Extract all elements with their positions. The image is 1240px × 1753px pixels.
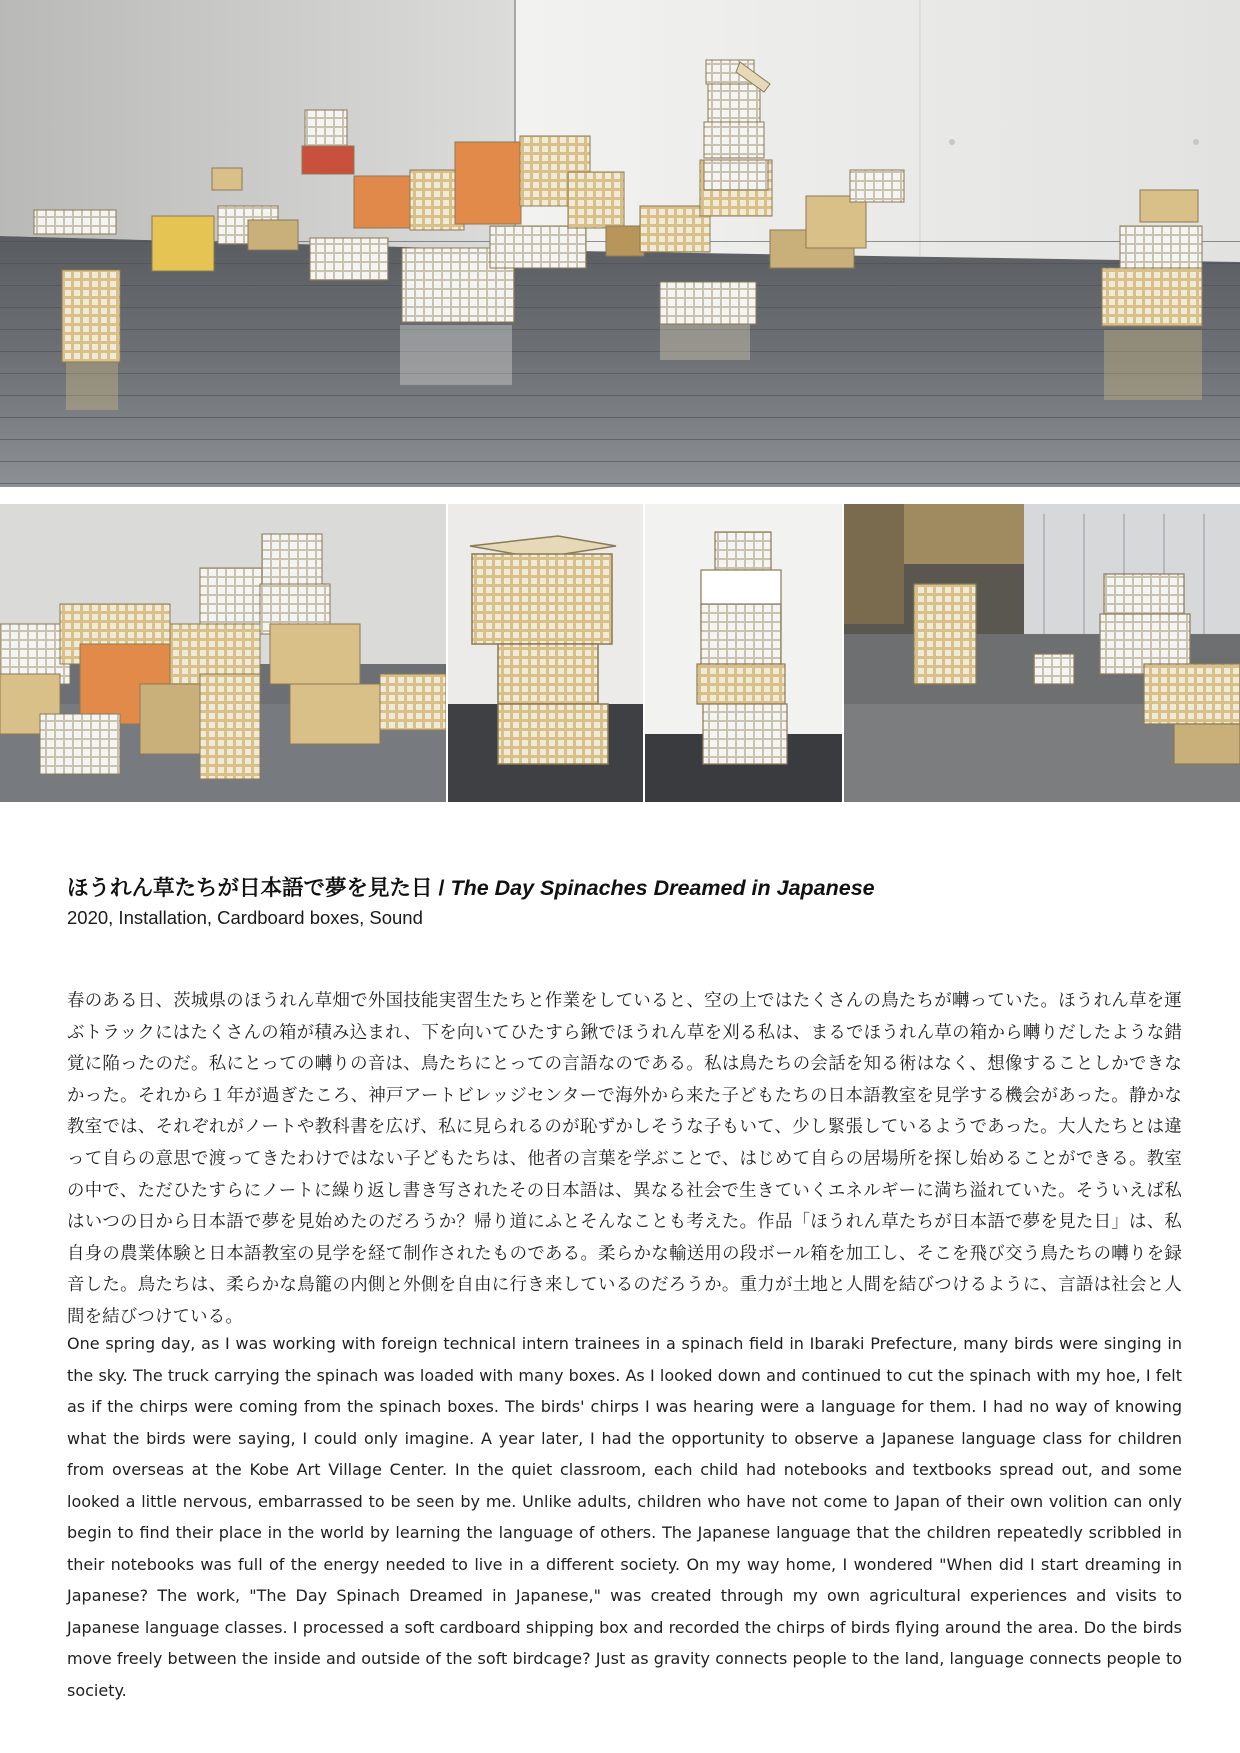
detail-photo-stacked (448, 504, 643, 802)
work-meta: 2020, Installation, Cardboard boxes, Sound (67, 907, 423, 928)
detail-photo-tall (645, 504, 842, 802)
description-english: One spring day, as I was working with foreign technical intern trainees in a spinach field in Ibaraki Prefecture, many birds were singing in the sky. The truck carrying the spinach was loaded with many boxes. As I looked down and continued to cut the spinach with my hoe, I felt as if the chirps were coming from the spinach boxes. The birds' chirps I was hearing were a language for them. I had no way of knowing what the birds were saying, I could only imagine. A year later, I had the opportunity to observe a Japanese language class for children from overseas at the Kobe Art Village Center. In the quiet classroom, each child had notebooks and textbooks spread out, and some looked a little nervous, embarrassed to be seen by me. Unlike adults, children who have not come to Japan of their own volition can only begin to find their place in the world by learning the language of others. The Japanese language that the children repeatedly scribbled in their notebooks was full of the energy needed to live in a different society. On my way home, I wondered "When did I start dreaming in Japanese? The work, "The Day Spinach Dreamed in Japanese," was created through my own agricultural experiences and visits to Japanese language classes. I processed a soft cardboard shipping box and recorded the chirps of birds flying around the area. Do the birds move freely between the inside and outside of the soft birdcage? Just as gravity connects people to the land, language connects people to society. (67, 1334, 1182, 1700)
installation-main-photo (0, 0, 1240, 487)
tall-stack-photo-icon (645, 504, 842, 802)
detail-photo-cluster (0, 504, 446, 802)
work-title (67, 873, 1177, 903)
description-japanese: 春のある日、茨城県のほうれん草畑で外国技能実習生たちと作業をしていると、空の上ではたくさんの鳥たちが囀っていた。ほうれん草を運ぶトラックにはたくさんの箱が積み込まれ、下を向いてひたすら鍬でほうれん草を刈る私は、まるでほうれん草の箱から囀りだしたような錯覚に陥ったのだ。私にとっての囀りの音は、鳥たちにとっての言語なのである。私は鳥たちの会話を知る術はなく、想像することしかできなかった。それから１年が過ぎたころ、神戸アートビレッジセンターで海外から来た子どもたちの日本語教室を見学する機会があった。静かな教室では、それぞれがノートや教科書を広げ、私に見られるのが恥ずかしそうな子もいて、少し緊張しているようであった。大人たちとは違って自らの意思で渡ってきたわけではない子どもたちは、他者の言葉を学ぶことで、はじめて自らの居場所を探し始めることができる。教室の中で、ただひたすらにノートに繰り返し書き写されたその日本語は、異なる社会で生きていくエネルギーに満ち溢れていた。そういえば私はいつの日から日本語で夢を見始めたのだろうか？帰り道にふとそんなことも考えた。作品「ほうれん草たちが日本語で夢を見た日」は、私自身の農業体験と日本語教室の見学を経て制作されたものである。柔らかな輸送用の段ボール箱を加工し、そこを飛び交う鳥たちの囀りを録音した。鳥たちは、柔らかな鳥籠の内側と外側を自由に行き来しているのだろうか。重力が土地と人間を結びつけるように、言語は社会と人間を結びつけている。 (67, 991, 1182, 1327)
title-separator: / (432, 876, 451, 900)
lobby-view-photo-icon (844, 504, 1240, 802)
detail-photo-lobby (844, 504, 1240, 802)
work-caption (67, 873, 1177, 931)
work-title-en: The Day Spinaches Dreamed in Japanese (450, 876, 875, 900)
installation-wide-photo-icon (0, 0, 1240, 487)
stacked-cages-photo-icon (448, 504, 643, 802)
installation-cluster-photo-icon (0, 504, 446, 802)
installation-detail-strip (0, 504, 1240, 802)
work-title-ja: ほうれん草たちが日本語で夢を見た日 (67, 876, 433, 900)
